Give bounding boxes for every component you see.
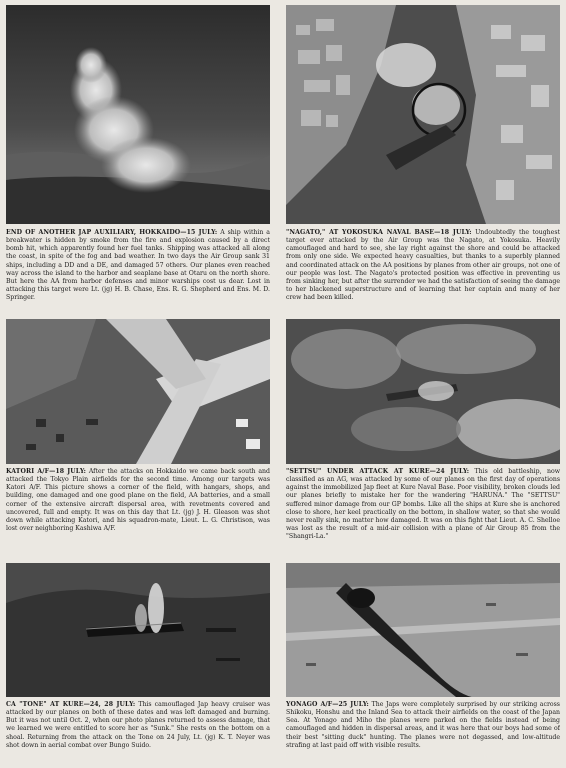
photo-yonago-airfield <box>286 563 560 697</box>
caption-yonago <box>286 701 560 750</box>
photo-nagato-yokosuka <box>286 5 560 224</box>
photo-tone-kure-image <box>6 563 270 697</box>
photo-katori-airfield <box>6 319 270 464</box>
caption-settsu-heading: "SETTSU" UNDER ATTACK AT KURE—24 JULY: <box>286 468 470 475</box>
photo-katori-airfield-image <box>6 319 270 464</box>
caption-tone-heading: CA "TONE" AT KURE—24, 28 JULY: <box>6 701 136 708</box>
photo-yonago-airfield-image <box>286 563 560 697</box>
caption-settsu-body: This old battleship, now classified as an AG, was attacked by some of our planes on the first day of operations against the immobilized Jap fleet at Kure Naval Base. Poor visibility, broken clouds led our planes briefly to mistake her for the wandering "HARUNA." The "SETTSU" suffered minor damage from our GP bombs. Like all the ships at Kure she is anchored close to shore, her keel practically on the bottom, in shallow water, so that she would never really sink, no matter how damaged. It was on this fight that Lieut. A. C. Shelloe was lost as the result of a mid-air collision with a plane of Air Group 85 from the "Shangri-La." <box>286 468 560 541</box>
photo-settsu-kure-image <box>286 319 560 464</box>
caption-katori <box>6 468 270 533</box>
photo-hokkaido-smoke-image <box>6 5 270 224</box>
caption-hokkaido-body: A ship within a breakwater is hidden by smoke from the fire and explosion caused by a direct bomb hit, which apparently found her fuel tanks. Shipping was attacked all along the coast, in spite of the fog and bad weather. In two days the Air Group sank 31 ships, including a DD and a DE, and damaged 57 others. Our planes even reached way across the island to the harbor and seaplane base at Otaru on the north shore. But here the AA from harbor defenses and minor warships cost us dear. Lost in attacking this target were Lt. (jg) H. B. Chase, Ens. R. G. Shepherd and Ens. M. D. Springer. <box>6 229 270 302</box>
caption-katori-heading: KATORI A/F—18 JULY: <box>6 468 86 475</box>
caption-settsu <box>286 468 560 541</box>
caption-nagato-body: Undoubtedly the toughest target ever attacked by the Air Group was the Nagato, at Yokosuka. Heavily camouflaged and hard to see, she lay right against the shore and could be attacked from only one side. We expected heavy casualties, but thanks to a superbly planned and coordinated attack on the AA positions by planes from other air groups, not one of our people was lost. The Nagato's protected position was effective in preventing us from sinking her, but after the surrender we had the satisfaction of seeing the damage to her blackened superstructure and of learning that her captain and many of her crew had been killed. <box>286 229 560 302</box>
caption-hokkaido <box>6 229 270 302</box>
caption-hokkaido-heading: END OF ANOTHER JAP AUXILIARY, HOKKAIDO—15 JULY: <box>6 229 218 236</box>
photo-hokkaido-smoke <box>6 5 270 224</box>
photo-tone-kure <box>6 563 270 697</box>
caption-tone <box>6 701 270 750</box>
caption-tone-body: This camouflaged Jap heavy cruiser was attacked by our planes on both of these dates and was left damaged and burning. But it was not until Oct. 2, when our photo planes returned to assess damage, that we learned we were entitled to score her as "Sunk." She rests on the bottom on a shoal. Returning from the attack on the Tone on 24 July, Lt. (jg) K. T. Neyer was shot down in aerial combat over Bungo Suido. <box>6 701 270 749</box>
photo-settsu-kure <box>286 319 560 464</box>
caption-katori-body: After the attacks on Hokkaido we came back south and attacked the Tokyo Plain airfields for the second time. Among our targets was Katori A/F. This picture shows a corner of the field, with hangars, shops, and building, one damaged and one good plane on the field, AA batteries, and a small corner of the extensive aircraft dispersal area, with revetments covered and uncovered, full and empty. It was on this day that Lt. (jg) J. H. Gleason was shot down while attacking Katori, and his squadron-mate, Lieut. L. G. Christison, was lost over neighboring Kashiwa A/F. <box>6 468 270 533</box>
caption-nagato-heading: "NAGATO," AT YOKOSUKA NAVAL BASE—18 JULY: <box>286 229 472 236</box>
caption-yonago-body: The Japs were completely surprised by our striking across Shikoku, Honshu and the Inland Sea to attack their airfields on the coast of the Japan Sea. At Yonago and Miho the planes were parked on the fields instead of being camouflaged and hidden in dispersal areas, and it was here that our boys had some of their best "sitting duck" hunting. The planes were not degassed, and low-altitude strafing at last paid off with visible results. <box>286 701 560 749</box>
caption-nagato <box>286 229 560 302</box>
photo-nagato-yokosuka-image <box>286 5 560 224</box>
caption-yonago-heading: YONAGO A/F—25 JULY: <box>286 701 369 708</box>
